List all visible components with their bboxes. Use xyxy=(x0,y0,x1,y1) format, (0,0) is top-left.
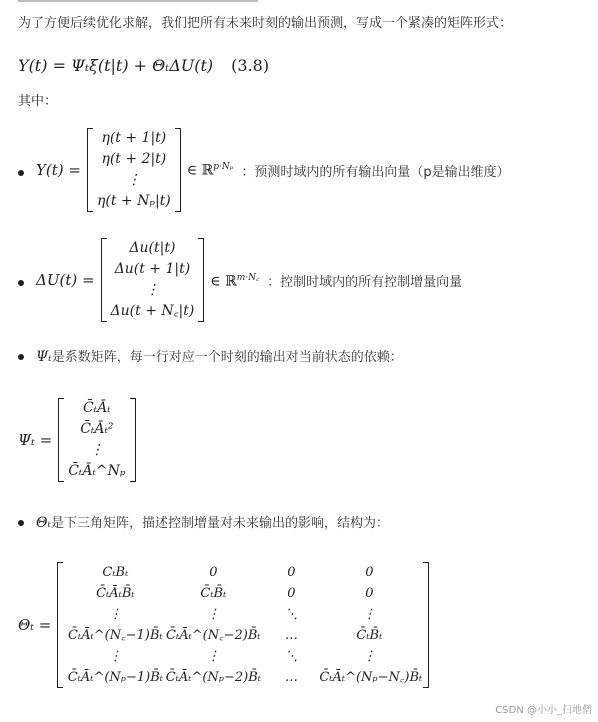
matrix-cell: C̄ₜĀₜ^(Nₚ−1)B̄ₜ xyxy=(67,670,163,685)
space-base: ∈ ℝ xyxy=(210,273,237,290)
matrix-cell: ⋮ xyxy=(362,607,376,622)
main-equation-text: Y(t) = Ψₜξ(t|t) + ΘₜΔU(t) xyxy=(18,56,214,75)
matrix-cell: 0 xyxy=(287,586,296,601)
matrix-cell: C̄ₜĀₜ^(N꜀−1)B̄ₜ xyxy=(68,628,163,643)
intro-paragraph: 为了方便后续优化求解，我们把所有未来时刻的输出预测，写成一个紧凑的矩阵形式： xyxy=(18,16,513,31)
bullet-psi xyxy=(18,354,24,360)
theta-sentence-text: 是下三角矩阵，描述控制增量对未来输出的影响，结构为： xyxy=(50,516,389,531)
theta-symbol: Θₜ xyxy=(36,515,51,531)
du-vector xyxy=(101,238,205,322)
theta-sentence xyxy=(36,512,389,531)
right-bracket xyxy=(130,398,136,482)
theta-definition xyxy=(18,562,429,688)
matrix-entry: Δu(t|t) xyxy=(129,240,176,256)
matrix-cell: … xyxy=(284,670,298,685)
matrix-entry: ⋮ xyxy=(145,282,160,298)
matrix-cell: ⋮ xyxy=(108,607,122,622)
matrix-cell: C̄ₜĀₜB̄ₜ xyxy=(96,586,135,601)
equation-number: (3.8) xyxy=(231,56,270,75)
matrix-cell: … xyxy=(284,628,298,643)
du-entries xyxy=(107,238,199,322)
du-description: ：控制时域内的所有控制增量向量 xyxy=(267,274,463,290)
matrix-cell: C̄ₜĀₜ^(Nₚ−2)B̄ₜ xyxy=(165,670,261,685)
matrix-entry: C̄ₜĀₜ^Nₚ xyxy=(68,463,126,479)
matrix-cell: C̄ₜĀₜ^(Nₚ−N꜀)B̄ₜ xyxy=(319,670,423,685)
matrix-entry: C̄ₜĀₜ xyxy=(82,400,111,416)
matrix-cell: ⋱ xyxy=(284,649,298,664)
matrix-cell: ⋮ xyxy=(362,649,376,664)
matrix-cell: C̄ₜB̄ₜ xyxy=(356,628,383,643)
matrix-cell: ⋮ xyxy=(108,649,122,664)
psi-sentence xyxy=(36,346,403,365)
bullet-y xyxy=(18,170,24,176)
matrix-cell: 0 xyxy=(209,565,218,580)
psi-matrix xyxy=(58,398,135,482)
matrix-entry: C̄ₜĀₜ² xyxy=(80,421,114,437)
where-label: 其中： xyxy=(18,94,58,109)
matrix-cell: C̄ₜĀₜ^(N꜀−2)B̄ₜ xyxy=(166,628,261,643)
y-lhs: Y(t) = xyxy=(36,161,81,179)
psi-sentence-text: 是系数矩阵，每一行对应一个时刻的输出对当前状态的依赖： xyxy=(51,350,403,365)
matrix-cell: 0 xyxy=(287,565,296,580)
theta-matrix xyxy=(57,562,429,688)
matrix-entry: ⋮ xyxy=(126,172,141,188)
matrix-entry: ⋮ xyxy=(89,442,104,458)
matrix-entry: η(t + Nₚ|t) xyxy=(96,193,171,209)
space-exponent: p·Nₚ xyxy=(213,161,234,172)
y-description: ：预测时域内的所有输出向量（p是输出维度） xyxy=(241,164,510,180)
matrix-cell: ⋮ xyxy=(206,607,220,622)
right-bracket xyxy=(198,238,204,322)
psi-lhs: Ψₜ = xyxy=(18,431,53,449)
matrix-cell: ⋱ xyxy=(284,607,298,622)
y-vector xyxy=(87,128,181,212)
theta-grid xyxy=(63,562,423,688)
psi-definition xyxy=(18,398,136,482)
y-entries xyxy=(93,128,175,212)
psi-symbol: Ψₜ xyxy=(36,349,52,365)
right-bracket xyxy=(175,128,181,212)
main-equation xyxy=(18,56,269,75)
y-space xyxy=(187,162,234,179)
space-base: ∈ ℝ xyxy=(186,162,214,179)
matrix-cell: 0 xyxy=(365,586,374,601)
space-exponent: m·N꜀ xyxy=(236,273,260,284)
matrix-entry: Δu(t + N꜀|t) xyxy=(110,303,195,319)
matrix-cell: ⋮ xyxy=(206,649,220,664)
bullet-du xyxy=(18,280,24,286)
matrix-cell: 0 xyxy=(365,565,374,580)
matrix-cell: CₜBₜ xyxy=(102,565,129,580)
y-definition xyxy=(36,128,510,212)
matrix-cell: C̄ₜB̄ₜ xyxy=(200,586,227,601)
matrix-entry: η(t + 1|t) xyxy=(101,130,167,146)
right-bracket xyxy=(423,562,429,688)
du-definition xyxy=(36,238,462,322)
matrix-entry: η(t + 2|t) xyxy=(101,151,167,167)
psi-entries xyxy=(64,398,129,482)
top-divider xyxy=(18,0,258,2)
du-lhs: ΔU(t) = xyxy=(36,271,95,289)
watermark: CSDN @小小_扫地僧 xyxy=(495,705,592,716)
matrix-entry: Δu(t + 1|t) xyxy=(114,261,191,277)
du-space xyxy=(210,270,259,290)
bullet-theta xyxy=(18,520,24,526)
theta-lhs: Θₜ = xyxy=(18,616,52,634)
